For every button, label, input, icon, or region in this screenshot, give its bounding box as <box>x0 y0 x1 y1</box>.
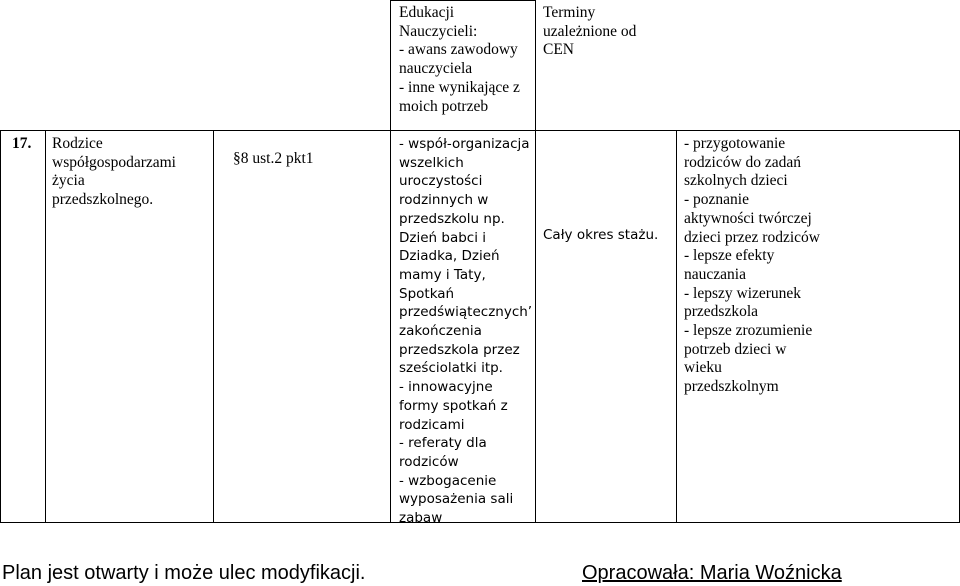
row-number: 17. <box>12 135 32 152</box>
cell-tasks: - współ-organizacja wszelkich uroczystości rodzinnych w przedszkolu np. Dzień babci i Dziadka, Dzień mamy i Taty, Spotkań przedświątecznych’ zakończenia przedszkola przez sześciolatki itp. - innowacyjne formy spotkań z rodzicami - referaty dla rodziców - wzbogacenie wyposażenia sali zabaw <box>399 136 533 527</box>
author-signature: Opracowała: Maria Woźnicka <box>582 562 842 584</box>
column-divider <box>0 130 1 523</box>
row-divider <box>390 0 535 1</box>
column-divider <box>676 130 677 523</box>
column-divider <box>535 0 536 523</box>
column-divider <box>213 130 214 523</box>
cell-teacher-education: Edukacji Nauczycieli: - awans zawodowy nauczyciela - inne wynikające z moich potrzeb <box>399 4 520 115</box>
column-divider <box>45 130 46 523</box>
cell-terms-cen: Terminy uzależnione od CEN <box>543 4 637 59</box>
cell-term: Cały okres stażu. <box>543 227 659 243</box>
column-divider <box>390 0 391 523</box>
cell-effects: - przygotowanie rodziców do zadań szkolnych dzieci - poznanie aktywności twórczej dzieci przez rodziców - lepsze efekty nauczania - lepszy wizerunek przedszkola - lepsze zrozumienie potrzeb dzieci w wieku przedszkolnym <box>684 135 820 396</box>
cell-area: Rodzice współgospodarzami życia przedszkolnego. <box>52 135 176 209</box>
cell-regulation: §8 ust.2 pkt1 <box>233 150 314 167</box>
row-divider <box>0 130 960 131</box>
plan-note: Plan jest otwarty i może ulec modyfikacji. <box>2 562 366 584</box>
